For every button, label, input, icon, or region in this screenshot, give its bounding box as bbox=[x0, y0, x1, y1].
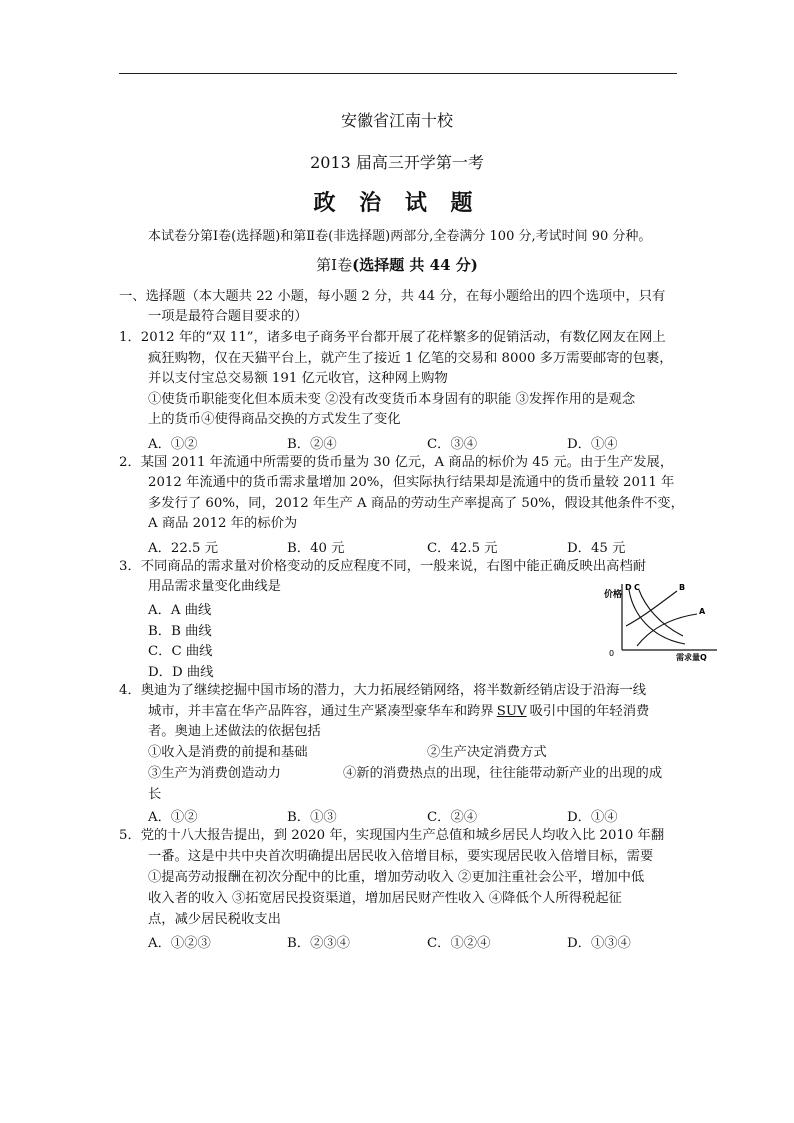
q5-line-3: ①提高劳动报酬在初次分配中的比重，增加劳动收入 ②更加注重社会公平，增加中低 bbox=[148, 870, 645, 885]
q2-option-d: D．45 元 bbox=[567, 541, 626, 556]
q4-item-2: ②生产决定消费方式 bbox=[427, 745, 547, 760]
y-axis-label: 价格 bbox=[604, 590, 623, 600]
curve-b bbox=[626, 591, 677, 626]
q1-line-2: 疯狂购物，仅在天猫平台上，就产生了接近 1 亿笔的交易和 8000 多万需要邮寄的包裹， bbox=[148, 351, 673, 366]
part-heading bbox=[0, 254, 794, 275]
q4-line-2-tail: 吸引中国的年轻消费 bbox=[529, 704, 650, 719]
header-rule bbox=[119, 73, 677, 74]
curve-c bbox=[639, 590, 683, 636]
q3-option-a: A．A 曲线 bbox=[148, 603, 212, 618]
q4-line-2 bbox=[148, 703, 649, 721]
q4-option-d: D．①④ bbox=[567, 810, 618, 825]
curve-a bbox=[637, 614, 697, 646]
q2-option-b: B．40 元 bbox=[287, 541, 345, 556]
q3-line-2: 用品需求量变化曲线是 bbox=[148, 579, 281, 594]
q1-option-b: B．②④ bbox=[287, 437, 337, 452]
q5-option-a: A．①②③ bbox=[148, 936, 211, 951]
section-line-2: 一项是最符合题目要求的） bbox=[148, 309, 308, 324]
q3-option-b: B．B 曲线 bbox=[148, 624, 212, 639]
q5-line-1: 5．党的十八大报告提出，到 2020 年，实现国内生产总值和城乡居民人均收入比 2010 年翻 bbox=[119, 828, 665, 843]
q4-line-2-text: 城市，并丰富在华产品阵容，通过生产紧凑型豪华车和跨界 bbox=[148, 704, 494, 719]
section-line-1: 一、选择题（本大题共 22 小题，每小题 2 分，共 44 分，在每小题给出的四个选项中，只有 bbox=[119, 289, 666, 304]
q4-line-3: 者。奥迪上述做法的依据包括 bbox=[148, 724, 321, 739]
q5-option-d: D．①③④ bbox=[567, 936, 631, 951]
q1-option-a: A．①② bbox=[148, 437, 198, 452]
q1-line-3: 并以支付宝总交易额 191 亿元收官，这种网上购物 bbox=[148, 371, 448, 386]
paper-title: 政 治 试 题 bbox=[313, 190, 481, 216]
q5-line-4: 收入者的收入 ③拓宽居民投资渠道，增加居民财产性收入 ④降低个人所得税起征 bbox=[148, 891, 622, 906]
q1-line-4: ①使货币职能变化但本质未变 ②没有改变货币本身固有的职能 ③发挥作用的是观念 bbox=[148, 392, 636, 407]
q3-option-d: D．D 曲线 bbox=[148, 665, 214, 680]
q2-line-1: 2．某国 2011 年流通中所需要的货币量为 30 亿元，A 商品的标价为 45 元。由于生产发展， bbox=[119, 455, 674, 470]
part-prefix: 第Ⅰ卷 bbox=[316, 256, 353, 274]
suv-term: SUV bbox=[496, 704, 527, 719]
q4-option-a: A．①② bbox=[148, 810, 198, 825]
q5-option-c: C．①②④ bbox=[427, 936, 491, 951]
q3-option-c: C．C 曲线 bbox=[148, 644, 213, 659]
q4-option-b: B．①③ bbox=[287, 810, 337, 825]
q1-option-c: C．③④ bbox=[427, 437, 478, 452]
q5-line-5: 点，减少居民税收支出 bbox=[148, 912, 281, 927]
q4-line-1: 4．奥迪为了继续挖掘中国市场的潜力，大力拓展经销网络，将半数新经销店设于沿海一线 bbox=[119, 683, 647, 698]
q2-option-c: C．42.5 元 bbox=[427, 541, 498, 556]
exam-name: 2013 届高三开学第一考 bbox=[310, 153, 484, 172]
x-axis-label: 需求量Q bbox=[676, 653, 707, 662]
part-bold: (选择题 共 44 分) bbox=[352, 256, 478, 274]
q2-line-2: 2012 年流通中的货币需求量增加 20%，但实际执行结果却是流通中的货币量较 2011 年 bbox=[148, 475, 675, 490]
q5-option-b: B．②③④ bbox=[287, 936, 350, 951]
demand-curve-figure bbox=[593, 580, 723, 662]
origin-label: 0 bbox=[609, 649, 615, 658]
q4-item-1: ①收入是消费的前提和基础 bbox=[148, 745, 308, 760]
q2-line-3: 多发行了 60%，同，2012 年生产 A 商品的劳动生产率提高了 50%，假设其他条件不变， bbox=[148, 496, 684, 511]
q4-option-c: C．②④ bbox=[427, 810, 478, 825]
curve-label-d: D bbox=[625, 583, 632, 592]
school-name: 安徽省江南十校 bbox=[340, 111, 453, 130]
q4-item-3: ③生产为消费创造动力 bbox=[148, 766, 281, 781]
q3-line-1: 3．不同商品的需求量对价格变动的反应程度不同，一般来说，右图中能正确反映出高档耐 bbox=[119, 559, 647, 574]
curve-label-b: B bbox=[679, 583, 686, 592]
curve-label-c: C bbox=[634, 583, 640, 592]
paper-intro: 本试卷分第Ⅰ卷(选择题)和第Ⅱ卷(非选择题)两部分,全卷满分 100 分,考试时间 90 分种。 bbox=[148, 229, 652, 244]
q1-line-5: 上的货币④使得商品交换的方式发生了变化 bbox=[148, 412, 401, 427]
q1-line-1: 1．2012 年的“双 11”，诸多电子商务平台都开展了花样繁多的促销活动，有数亿网友在网上 bbox=[119, 330, 666, 345]
q2-option-a: A．22.5 元 bbox=[148, 541, 219, 556]
q1-option-d: D．①④ bbox=[567, 437, 618, 452]
q4-item-4: ④新的消费热点的出现，往往能带动新产业的出现的成 bbox=[343, 766, 663, 781]
q5-line-2: 一番。这是中共中央首次明确提出居民收入倍增目标，要实现居民收入倍增目标，需要 bbox=[148, 849, 654, 864]
q4-item-4-cont: 长 bbox=[148, 787, 162, 802]
q2-line-4: A 商品 2012 年的标价为 bbox=[148, 516, 298, 531]
curve-label-a: A bbox=[699, 607, 706, 616]
